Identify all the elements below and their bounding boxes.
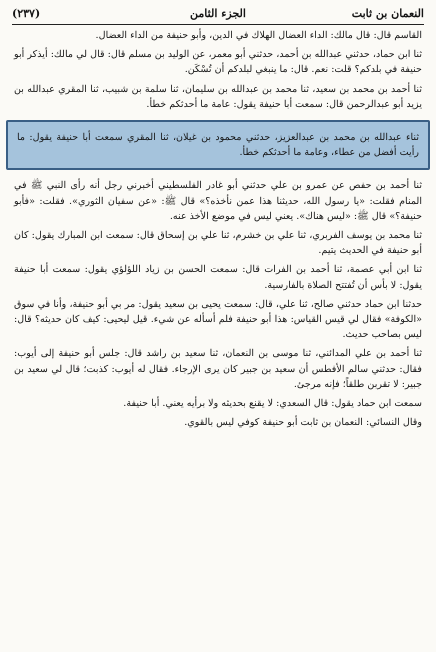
- header-divider: [12, 24, 424, 25]
- highlighted-text: ثناء عبدالله بن محمد بن عبدالعزيز، حدثني محمود بن غيلان، ثنا المقري سمعت أبا حنيفة يقول: ما رأيت أفضل من عطاء، وعامة ما أحدثكم خطأ.: [17, 132, 419, 159]
- paragraph: ثنا أحمد بن محمد بن سعيد، ثنا محمد بن عبدالله بن سليمان، ثنا سلمة بن شبيب، ثنا المقري عبدالله بن يزيد أبو عبدالرحمن قال: سمعت أبا حنيفة يقول: عامة ما أحدثكم خطأ.: [14, 83, 422, 110]
- paragraph: وقال النسائي: النعمان بن ثابت أبو حنيفة كوفي ليس بالقوي.: [184, 417, 422, 429]
- page-header: [12, 4, 424, 24]
- paragraph: ثنا ابن حماد، حدثني عبدالله بن أحمد، حدثني أبو معمر، عن الوليد بن مسلم قال: قال لي مالك: أيذكر أبو حنيفة في بلدكم؟ قلت: نعم. قال: ما ينبغي لبلدكم أن تُسْكَن.: [14, 49, 422, 76]
- paragraph: ثنا محمد بن يوسف الفربري، ثنا علي بن خشرم، ثنا علي بن إسحاق قال: سمعت ابن المبارك يقول: كان أبو حنيفة في الحديث يتيم.: [14, 230, 422, 257]
- paragraph: القاسم قال: قال مالك: الداء العضال الهلاك في الدين، وأبو حنيفة من الداء العضال.: [95, 30, 422, 41]
- page-number: (٢٣٧): [12, 7, 41, 20]
- highlighted-quote-box: [6, 120, 430, 170]
- book-title: النعمان بن ثابت: [351, 7, 424, 20]
- paragraph: حدثنا ابن حماد حدثني صالح، ثنا علي، قال: سمعت يحيى بن سعيد يقول: مر بي أبو حنيفة، وأنا في سوق «الكوفة» فقال لي قيس القياس: هذا أبو حنيفة فلم أسأله عن شيء. قيل ليحيى: كيف كان حديثه؟ قال: ليس بصاحب حديث.: [14, 298, 422, 341]
- paragraph: ثنا أحمد بن حفص عن عمرو بن علي حدثني أبو غادر الفلسطيني أخبرني رجل أنه رأى النبي ﷺ في المنام فقلت: «يا رسول الله، حديثنا هذا عمن نأخذه؟» قال ﷺ: «عن سفيان الثوري». فقلت: «فأبو حنيفة؟» قال ﷺ: «ليس هناك». يعني ليس في موضع الأخذ عنه.: [14, 180, 422, 222]
- page-body: [14, 28, 422, 434]
- part-label: الجزء الثامن: [190, 7, 246, 20]
- paragraph: ثنا ابن أبي عصمة، ثنا أحمد بن الفرات قال: سمعت الحسن بن زياد اللؤلؤي يقول: سمعت أبا حنيفة يقول: لا بأس أن تُفتتح الصلاة بالفارسية.: [14, 264, 422, 291]
- paragraph: سمعت ابن حماد يقول: قال السعدي: لا يقنع بحديثه ولا برأيه يعني. أبا حنيفة.: [123, 398, 422, 410]
- paragraph: ثنا أحمد بن علي المدائني، ثنا موسى بن النعمان، ثنا سعيد بن راشد قال: جلس أبو حنيفة إلى أيوب: فقال: حدثني سالم الأفطس أن سعيد بن جبير كان يرى الإرجاء. فقال له أيوب: كذبت؛ قال لي سعيد بن جبير: لا تقربن طلقاً؛ فإنه مرجئ.: [14, 348, 422, 390]
